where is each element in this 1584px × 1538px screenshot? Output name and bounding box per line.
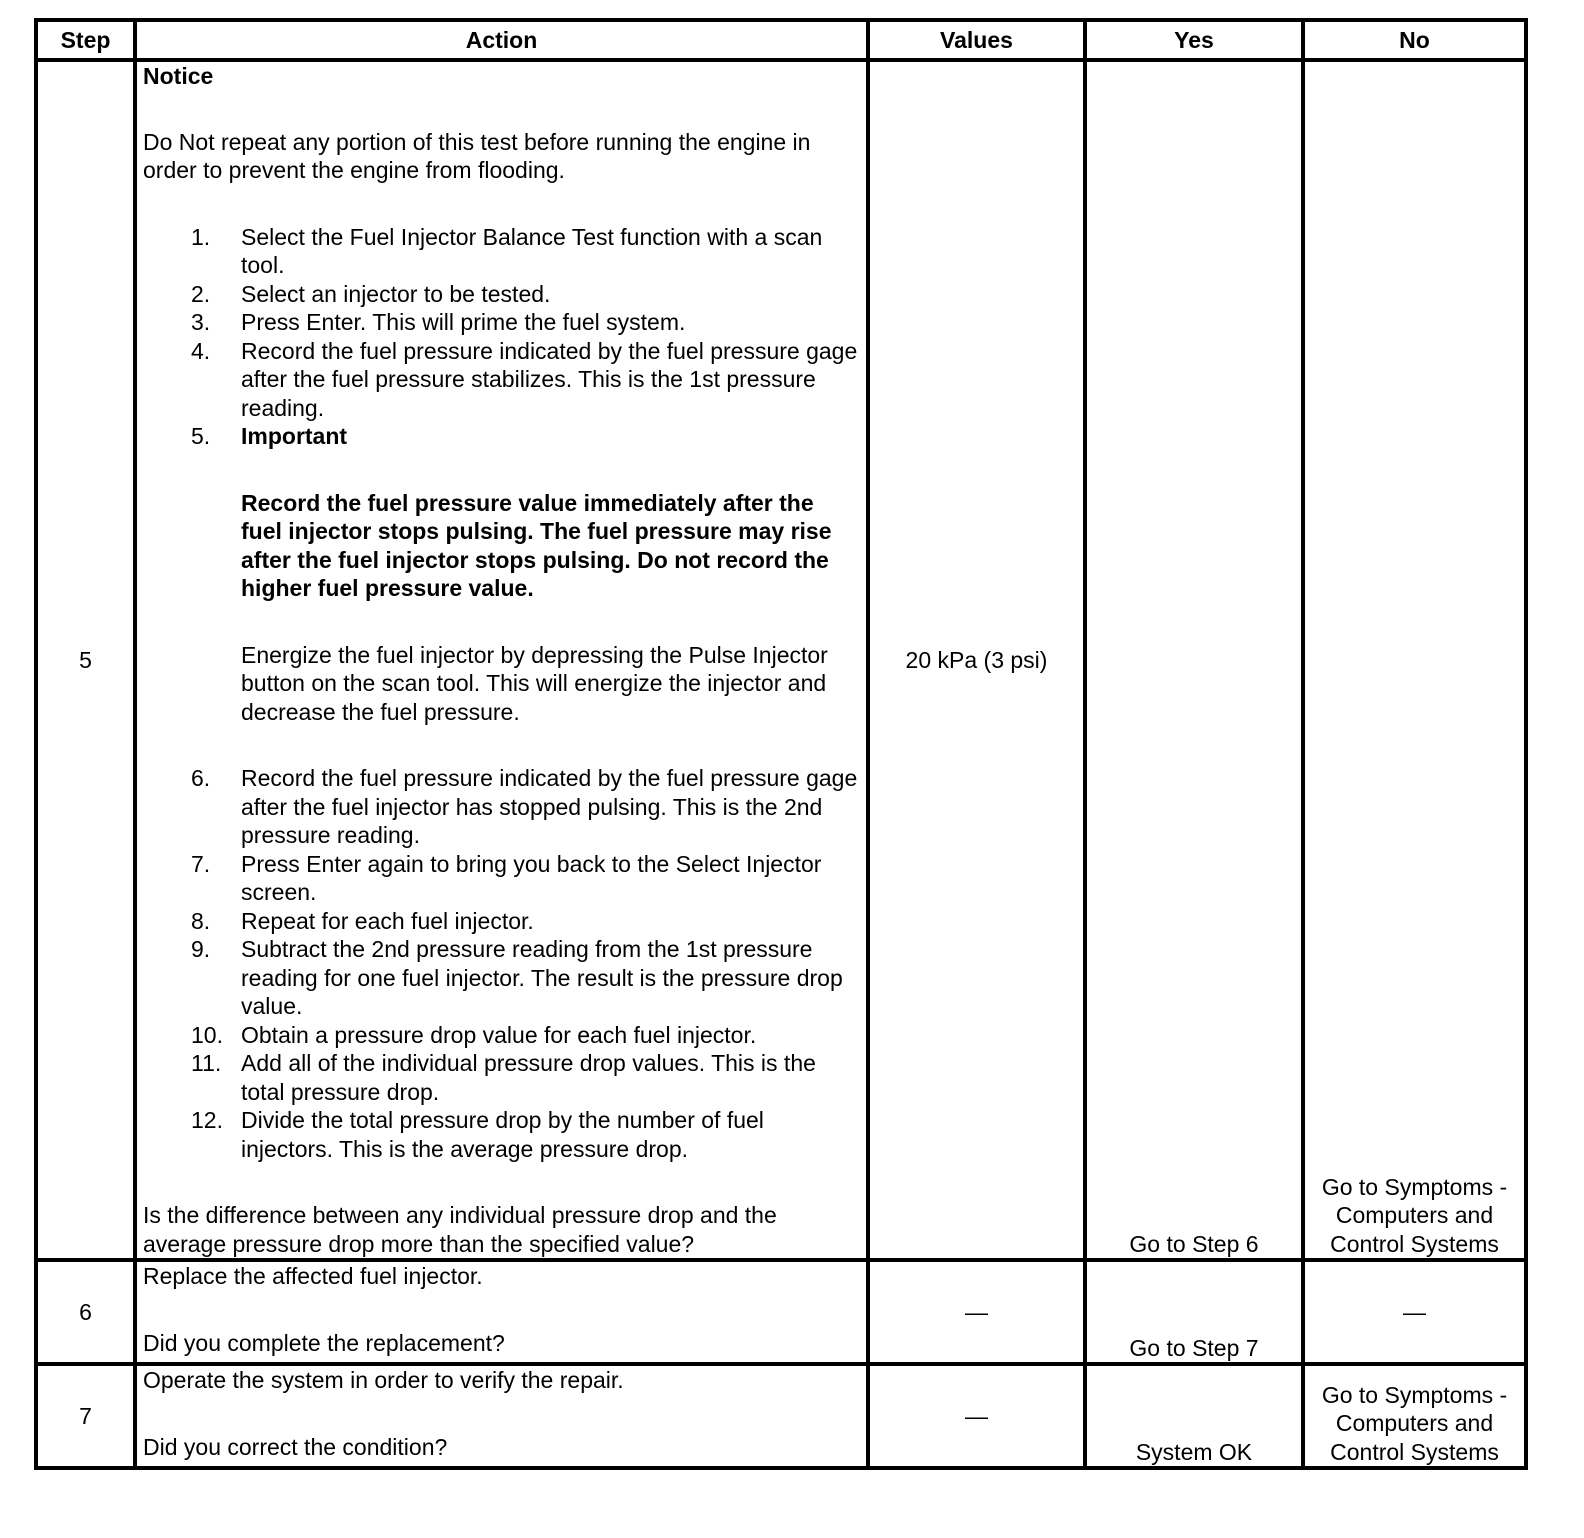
- action-cell: [135, 1364, 868, 1468]
- step-number: 7: [36, 1364, 135, 1468]
- list-item-text: Add all of the individual pressure drop values. This is the total pressure drop.: [241, 1050, 816, 1105]
- list-item-number: 2.: [191, 280, 211, 307]
- list-item: [143, 308, 860, 337]
- question-text: Did you complete the replacement?: [143, 1329, 505, 1356]
- values-cell: —: [868, 1260, 1085, 1364]
- question-text: Is the difference between any individual pressure drop and the average pressure drop more than the specified value?: [143, 1202, 777, 1257]
- list-item-text: Record the fuel pressure indicated by the fuel pressure gage after the fuel injector has stopped pulsing. This is the 2nd pressure reading.: [241, 765, 858, 848]
- list-item: [143, 337, 860, 423]
- list-item: [143, 1049, 860, 1106]
- list-item-text: Select an injector to be tested.: [241, 280, 551, 307]
- header-yes: Yes: [1085, 20, 1303, 60]
- list-item-text: Record the fuel pressure indicated by the fuel pressure gage after the fuel pressure stabilizes. This is the 1st pressure reading.: [241, 337, 858, 421]
- list-item-number: 4.: [191, 337, 211, 364]
- no-cell: Go to Symptoms - Computers and Control Systems: [1303, 1364, 1526, 1468]
- no-cell: Go to Symptoms - Computers and Control Systems: [1303, 60, 1526, 1260]
- list-item: [143, 907, 860, 936]
- header-no: No: [1303, 20, 1526, 60]
- list-item-text: Divide the total pressure drop by the number of fuel injectors. This is the average pressure drop.: [241, 1107, 764, 1162]
- table-row-step-5: [36, 60, 1526, 1260]
- list-item-number: 10.: [191, 1021, 223, 1048]
- list-item-number: 9.: [191, 936, 211, 962]
- list-item: [143, 1021, 860, 1050]
- action-cell: [135, 1260, 868, 1364]
- important-text: Record the fuel pressure value immediately after the fuel injector stops pulsing. The fuel pressure may rise after the fuel injector stops pulsing. Do not record the higher fuel pressure value.: [241, 489, 832, 601]
- list-item-text: Subtract the 2nd pressure reading from the 1st pressure reading for one fuel injector. The result is the pressure drop value.: [241, 936, 843, 1019]
- list-item-number: 6.: [191, 765, 211, 791]
- notice-title: Notice: [143, 63, 214, 89]
- step-number: 5: [36, 60, 135, 1260]
- yes-cell: Go to Step 6: [1085, 60, 1303, 1260]
- list-item-text: Select the Fuel Injector Balance Test function with a scan tool.: [241, 223, 823, 278]
- header-action: Action: [135, 20, 868, 60]
- action-text: Replace the affected fuel injector.: [143, 1263, 483, 1289]
- list-item-number: 12.: [191, 1107, 223, 1133]
- list-item-text: Energize the fuel injector by depressing the Pulse Injector button on the scan tool. This will energize the injector and decrease the fuel pressure.: [241, 641, 828, 725]
- yes-cell: System OK: [1085, 1364, 1303, 1468]
- values-cell: 20 kPa (3 psi): [868, 60, 1085, 1260]
- values-cell: —: [868, 1364, 1085, 1468]
- header-row: [36, 20, 1526, 60]
- list-item-number: 11.: [191, 1050, 222, 1076]
- list-item: [143, 422, 860, 764]
- list-item: [143, 764, 860, 850]
- list-item: [143, 935, 860, 1021]
- yes-cell: Go to Step 7: [1085, 1260, 1303, 1364]
- list-item-text: Press Enter again to bring you back to the Select Injector screen.: [241, 850, 822, 905]
- no-cell: —: [1303, 1260, 1526, 1364]
- list-item-number: 1.: [191, 223, 211, 250]
- list-item: [143, 223, 860, 280]
- action-cell: [135, 60, 868, 1260]
- header-step: Step: [36, 20, 135, 60]
- list-item-number: 7.: [191, 850, 211, 877]
- list-item: [143, 850, 860, 907]
- diagnostic-table: [34, 18, 1528, 1470]
- list-item-number: 8.: [191, 907, 211, 934]
- procedure-list: [143, 223, 860, 1164]
- step-number: 6: [36, 1260, 135, 1364]
- list-item-number: 5.: [191, 423, 211, 449]
- header-values: Values: [868, 20, 1085, 60]
- list-item: [143, 1106, 860, 1163]
- list-item-text: Obtain a pressure drop value for each fuel injector.: [241, 1021, 757, 1048]
- notice-text: Do Not repeat any portion of this test before running the engine in order to prevent the engine from flooding.: [143, 128, 811, 183]
- question-text: Did you correct the condition?: [143, 1433, 448, 1460]
- table-row-step-7: [36, 1364, 1526, 1468]
- important-title: Important: [241, 423, 348, 449]
- list-item-text: Repeat for each fuel injector.: [241, 907, 534, 934]
- list-item: [143, 280, 860, 309]
- table-row-step-6: [36, 1260, 1526, 1364]
- action-text: Operate the system in order to verify the repair.: [143, 1367, 624, 1393]
- list-item-text: Press Enter. This will prime the fuel system.: [241, 309, 686, 335]
- list-item-number: 3.: [191, 309, 211, 335]
